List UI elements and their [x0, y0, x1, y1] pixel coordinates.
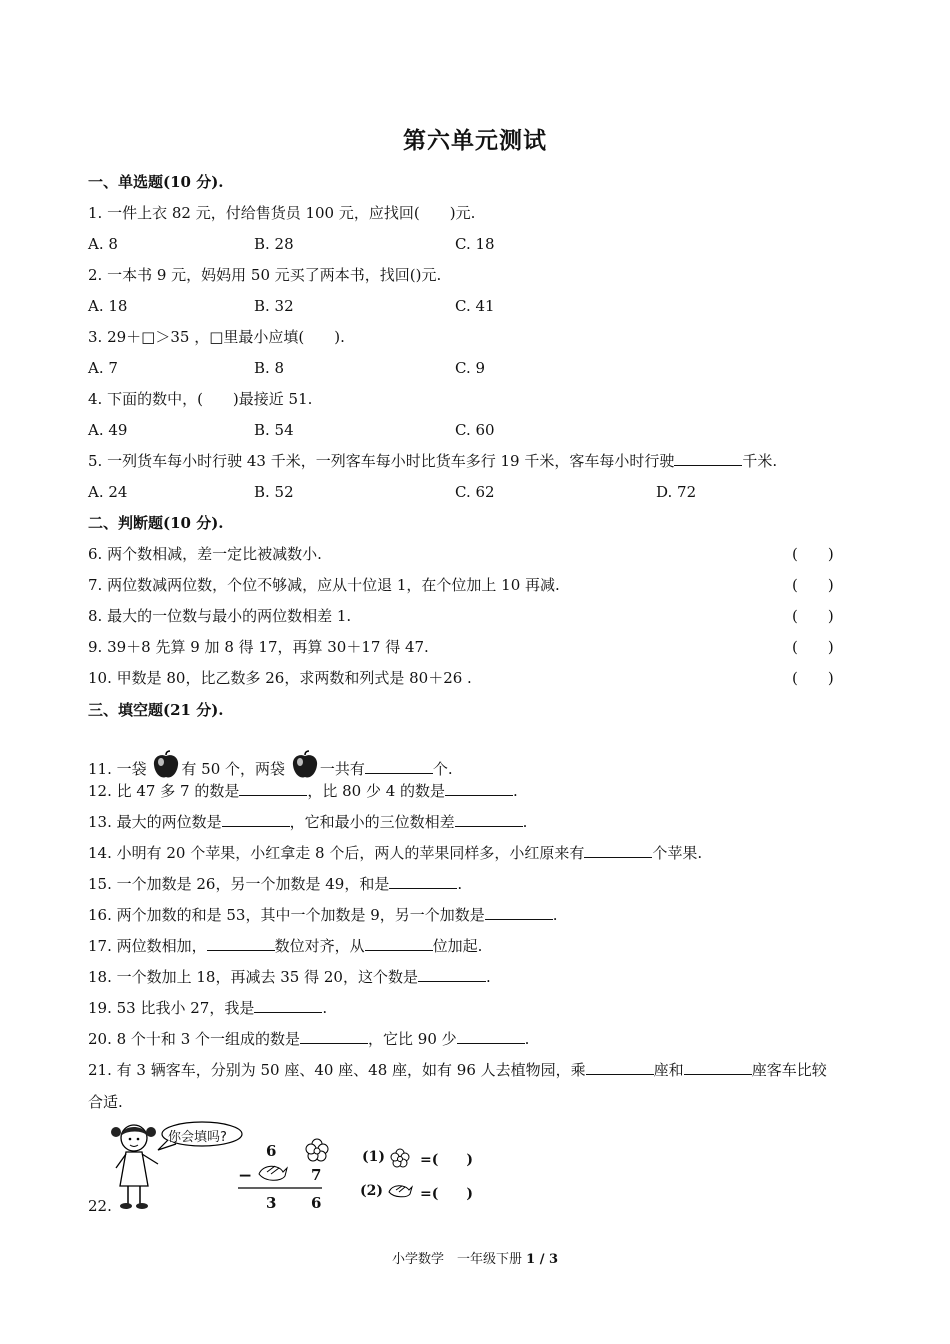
section-heading-2: 二、判断题(10 分).: [88, 514, 224, 532]
answer-blank[interactable]: [254, 998, 322, 1013]
question-19: 19. 53 比我小 27，我是 .: [88, 999, 328, 1017]
question-7: 7. 两位数减两位数，个位不够减，应从十位退 1，在个位加上 10 再减.: [88, 576, 560, 594]
answer-blank[interactable]: [365, 759, 433, 774]
answer-blank[interactable]: [485, 905, 553, 920]
q2-option-b: B. 32: [254, 297, 294, 315]
answer-blank[interactable]: [365, 936, 433, 951]
question-11: 11. 一袋 有 50 个，两袋 一共有 个.: [88, 750, 453, 785]
question-16: 16. 两个加数的和是 53，其中一个加数是 9，另一个加数是 .: [88, 906, 558, 924]
answer-blank[interactable]: [455, 812, 523, 827]
question-2: 2. 一本书 9 元，妈妈用 50 元买了两本书，找回()元.: [88, 266, 442, 284]
page-title: 第六单元测试: [403, 127, 547, 154]
q3-option-a: A. 7: [88, 359, 118, 377]
bird-icon: [389, 1186, 412, 1197]
answer-blank[interactable]: [457, 1029, 525, 1044]
item-2-label: (2): [360, 1183, 383, 1199]
q1-option-b: B. 28: [254, 235, 294, 253]
q1-option-c: C. 18: [455, 235, 495, 253]
question-6: 6. 两个数相减，差一定比被减数小.: [88, 545, 322, 563]
question-8: 8. 最大的一位数与最小的两位数相差 1.: [88, 607, 352, 625]
answer-blank[interactable]: [445, 781, 513, 796]
apple-icon: [151, 750, 181, 785]
page-number: 1 / 3: [526, 1252, 559, 1267]
apple-icon: [290, 750, 320, 785]
answer-blank[interactable]: [584, 843, 652, 858]
item-2-answer[interactable]: =( ): [420, 1186, 473, 1202]
question-21: 21. 有 3 辆客车，分别为 50 座、40 座、48 座，如有 96 人去植物园，乘 座和 座客车比较: [88, 1061, 827, 1079]
question-10: 10. 甲数是 80，比乙数多 26，求两数和列式是 80＋26 .: [88, 669, 472, 687]
question-1: 1. 一件上衣 82 元，付给售货员 100 元，应找回( )元.: [88, 204, 476, 222]
question-21-continued: 合适.: [88, 1093, 123, 1111]
question-15: 15. 一个加数是 26，另一个加数是 49，和是 .: [88, 875, 463, 893]
answer-blank[interactable]: [674, 451, 742, 466]
q22-figure: [108, 1116, 528, 1216]
q4-option-a: A. 49: [88, 421, 128, 439]
answer-blank[interactable]: [684, 1060, 752, 1075]
question-9: 9. 39＋8 先算 9 加 8 得 17，再算 30＋17 得 47.: [88, 638, 429, 656]
q4-option-b: B. 54: [254, 421, 294, 439]
speech-bubble-text: 你会填吗?: [168, 1130, 227, 1145]
question-17: 17. 两位数相加， 数位对齐，从 位加起.: [88, 937, 483, 955]
result-tens: 3: [266, 1194, 277, 1212]
item-1-label: (1): [362, 1149, 385, 1165]
question-13: 13. 最大的两位数是 ，它和最小的三位数相差 .: [88, 813, 528, 831]
answer-blank[interactable]: [389, 874, 457, 889]
flower-icon: [306, 1139, 328, 1161]
footer-text: 小学数学 一年级下册: [391, 1252, 522, 1267]
q5-option-a: A. 24: [88, 483, 128, 501]
minus-sign: −: [238, 1166, 253, 1186]
q2-option-a: A. 18: [88, 297, 128, 315]
q5-option-d: D. 72: [656, 483, 697, 501]
girl-icon: [111, 1125, 158, 1209]
question-3: 3. 29＋□＞35 ，□里最小应填( ).: [88, 328, 345, 346]
answer-blank[interactable]: [300, 1029, 368, 1044]
top-digit: 6: [266, 1142, 277, 1160]
judge-answer-9[interactable]: ( ): [792, 638, 834, 656]
q2-option-c: C. 41: [455, 297, 495, 315]
answer-blank[interactable]: [239, 781, 307, 796]
question-22: 22.: [88, 1197, 112, 1215]
q5-option-b: B. 52: [254, 483, 294, 501]
second-digit: 7: [311, 1166, 322, 1184]
question-20: 20. 8 个十和 3 个一组成的数是 ，它比 90 少 .: [88, 1030, 530, 1048]
page-footer: [0, 1248, 950, 1267]
q3-option-b: B. 8: [254, 359, 285, 377]
answer-blank[interactable]: [207, 936, 275, 951]
q3-option-c: C. 9: [455, 359, 486, 377]
answer-blank[interactable]: [586, 1060, 654, 1075]
section-heading-3: 三、填空题(21 分).: [88, 701, 224, 719]
question-4: 4. 下面的数中，( )最接近 51.: [88, 390, 313, 408]
answer-blank[interactable]: [418, 967, 486, 982]
question-12: 12. 比 47 多 7 的数是 ，比 80 少 4 的数是 .: [88, 782, 518, 800]
answer-blank[interactable]: [222, 812, 290, 827]
item-1-answer[interactable]: =( ): [420, 1152, 473, 1168]
judge-answer-8[interactable]: ( ): [792, 607, 834, 625]
judge-answer-10[interactable]: ( ): [792, 669, 834, 687]
bird-icon: [259, 1166, 287, 1180]
flower-icon: [391, 1149, 409, 1167]
question-18: 18. 一个数加上 18，再减去 35 得 20，这个数是 .: [88, 968, 491, 986]
judge-answer-6[interactable]: ( ): [792, 545, 834, 563]
q4-option-c: C. 60: [455, 421, 495, 439]
question-5: 5. 一列货车每小时行驶 43 千米，一列客车每小时比货车多行 19 千米，客车每小时行驶 千米.: [88, 452, 778, 470]
section-heading-1: 一、单选题(10 分).: [88, 173, 224, 191]
result-ones: 6: [311, 1194, 322, 1212]
q1-option-a: A. 8: [88, 235, 118, 253]
judge-answer-7[interactable]: ( ): [792, 576, 834, 594]
q5-option-c: C. 62: [455, 483, 495, 501]
question-14: 14. 小明有 20 个苹果，小红拿走 8 个后，两人的苹果同样多，小红原来有 个苹果.: [88, 844, 703, 862]
